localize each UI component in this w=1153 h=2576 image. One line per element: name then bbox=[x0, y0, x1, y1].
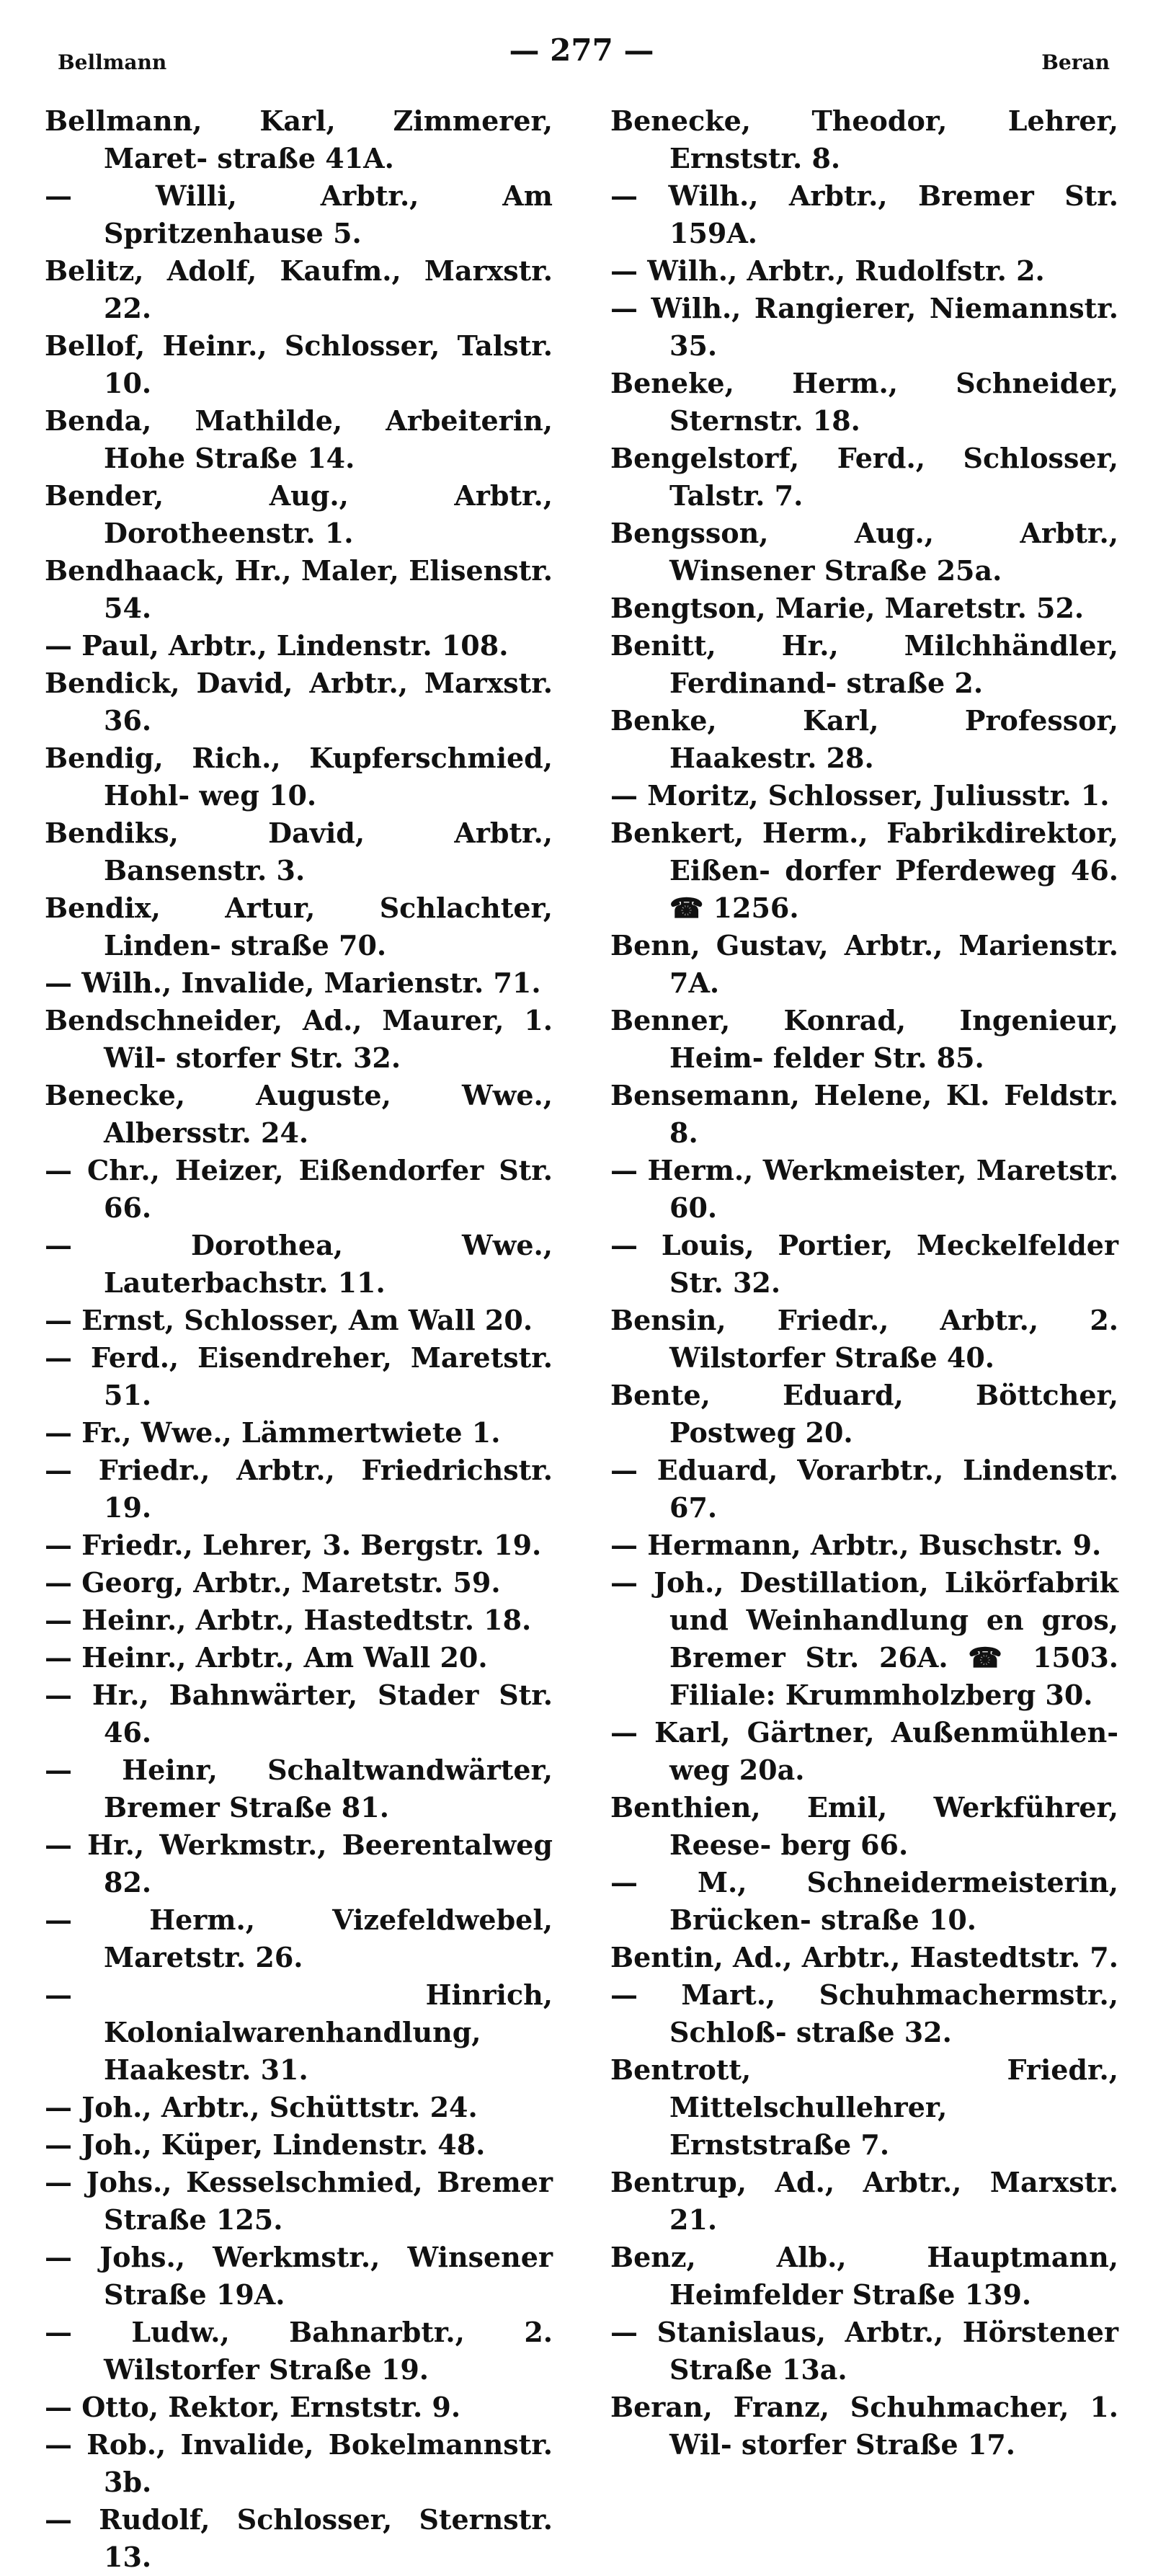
directory-entry: Bentrup, Ad., Arbtr., Marxstr. 21. bbox=[610, 2166, 1118, 2236]
directory-columns bbox=[45, 102, 1118, 2576]
directory-entry: — M., Schneidermeisterin, Brücken- straße 10. bbox=[610, 1866, 1118, 1936]
directory-entry: — Louis, Portier, Meckelfelder Str. 32. bbox=[610, 1229, 1118, 1299]
directory-entry: — Wilh., Rangierer, Niemannstr. 35. bbox=[610, 292, 1118, 362]
page-number: — 277 — bbox=[509, 32, 654, 68]
directory-entry: — Hr., Werkmstr., Beerentalweg 82. bbox=[45, 1829, 553, 1898]
directory-entry: Benthien, Emil, Werkführer, Reese- berg 66. bbox=[610, 1791, 1118, 1861]
directory-entry: Bendick, David, Arbtr., Marxstr. 36. bbox=[45, 667, 553, 737]
directory-entry: — Mart., Schuhmachermstr., Schloß- straße 32. bbox=[610, 1978, 1118, 2048]
directory-entry: Bellof, Heinr., Schlosser, Talstr. 10. bbox=[45, 329, 553, 399]
directory-entry: Bellmann, Karl, Zimmerer, Maret- straße 41A. bbox=[45, 105, 553, 174]
directory-entry: — Fr., Wwe., Lämmertwiete 1. bbox=[45, 1416, 501, 1449]
directory-entry: — Paul, Arbtr., Lindenstr. 108. bbox=[45, 629, 509, 662]
directory-entry: — Herm., Werkmeister, Maretstr. 60. bbox=[610, 1154, 1118, 1224]
directory-entry: Benner, Konrad, Ingenieur, Heim- felder Str. 85. bbox=[610, 1004, 1118, 1074]
directory-entry: — Wilh., Invalide, Marienstr. 71. bbox=[45, 967, 541, 999]
directory-entry: Bensin, Friedr., Arbtr., 2. Wilstorfer Straße 40. bbox=[610, 1304, 1118, 1374]
directory-entry: — Rudolf, Schlosser, Sternstr. 13. bbox=[45, 2503, 553, 2573]
left-running-head: Bellmann bbox=[58, 50, 167, 74]
directory-entry: — Eduard, Vorarbtr., Lindenstr. 67. bbox=[610, 1454, 1118, 1524]
directory-entry: Bentin, Ad., Arbtr., Hastedtstr. 7. bbox=[610, 1941, 1118, 1973]
directory-entry: — Ernst, Schlosser, Am Wall 20. bbox=[45, 1304, 533, 1336]
directory-entry: — Heinr., Arbtr., Hastedtstr. 18. bbox=[45, 1604, 532, 1636]
directory-entry: Bendschneider, Ad., Maurer, 1. Wil- storfer Str. 32. bbox=[45, 1004, 553, 1074]
page-header bbox=[45, 0, 1118, 85]
directory-entry: — Wilh., Arbtr., Bremer Str. 159A. bbox=[610, 179, 1118, 249]
directory-entry: Benz, Alb., Hauptmann, Heimfelder Straße 139. bbox=[610, 2241, 1118, 2311]
directory-entry: Beneke, Herm., Schneider, Sternstr. 18. bbox=[610, 367, 1118, 437]
directory-entry: Benda, Mathilde, Arbeiterin, Hohe Straße 14. bbox=[45, 404, 553, 474]
directory-entry: — Herm., Vizefeldwebel, Maretstr. 26. bbox=[45, 1904, 553, 1973]
directory-entry: Bengsson, Aug., Arbtr., Winsener Straße 25a. bbox=[610, 517, 1118, 587]
right-running-head: Beran bbox=[1041, 50, 1110, 74]
directory-entry: Benecke, Theodor, Lehrer, Ernststr. 8. bbox=[610, 105, 1118, 174]
directory-entry: Benecke, Auguste, Wwe., Albersstr. 24. bbox=[45, 1079, 553, 1149]
directory-entry: Bendix, Artur, Schlachter, Linden- straße 70. bbox=[45, 892, 553, 961]
directory-entry: — Hinrich, Kolonialwarenhandlung, Haakestr. 31. bbox=[45, 1978, 553, 2086]
directory-entry: — Hr., Bahnwärter, Stader Str. 46. bbox=[45, 1679, 553, 1749]
directory-entry: — Ludw., Bahnarbtr., 2. Wilstorfer Straße 19. bbox=[45, 2316, 553, 2386]
directory-entry: — Friedr., Arbtr., Friedrichstr. 19. bbox=[45, 1454, 553, 1524]
directory-entry: — Moritz, Schlosser, Juliusstr. 1. bbox=[610, 779, 1110, 812]
directory-entry: — Georg, Arbtr., Maretstr. 59. bbox=[45, 1566, 501, 1599]
directory-entry: Benkert, Herm., Fabrikdirektor, Eißen- dorfer Pferdeweg 46. ☎ 1256. bbox=[610, 817, 1118, 924]
directory-entry: — Stanislaus, Arbtr., Hörstener Straße 13a. bbox=[610, 2316, 1118, 2386]
directory-entry: Bensemann, Helene, Kl. Feldstr. 8. bbox=[610, 1079, 1118, 1149]
directory-entry: — Johs., Werkmstr., Winsener Straße 19A. bbox=[45, 2241, 553, 2311]
directory-entry: Beran, Franz, Schuhmacher, 1. Wil- storfer Straße 17. bbox=[610, 2391, 1118, 2461]
left-column bbox=[45, 102, 553, 2576]
directory-entry: Bente, Eduard, Böttcher, Postweg 20. bbox=[610, 1379, 1118, 1449]
directory-entry: — Karl, Gärtner, Außenmühlen- weg 20a. bbox=[610, 1716, 1118, 1786]
directory-entry: Benke, Karl, Professor, Haakestr. 28. bbox=[610, 704, 1118, 774]
directory-entry: — Chr., Heizer, Eißendorfer Str. 66. bbox=[45, 1154, 553, 1224]
directory-entry: Bendiks, David, Arbtr., Bansenstr. 3. bbox=[45, 817, 553, 887]
right-column bbox=[610, 102, 1118, 2576]
directory-entry: — Friedr., Lehrer, 3. Bergstr. 19. bbox=[45, 1529, 542, 1561]
directory-entry: Bendig, Rich., Kupferschmied, Hohl- weg 10. bbox=[45, 742, 553, 812]
directory-entry: Bendhaack, Hr., Maler, Elisenstr. 54. bbox=[45, 554, 553, 624]
directory-entry: — Willi, Arbtr., Am Spritzenhause 5. bbox=[45, 179, 553, 249]
directory-entry: — Joh., Arbtr., Schüttstr. 24. bbox=[45, 2091, 478, 2123]
directory-entry: Benn, Gustav, Arbtr., Marienstr. 7A. bbox=[610, 929, 1118, 999]
directory-entry: — Otto, Rektor, Ernststr. 9. bbox=[45, 2391, 461, 2423]
directory-entry: Bengelstorf, Ferd., Schlosser, Talstr. 7. bbox=[610, 442, 1118, 512]
directory-entry: Belitz, Adolf, Kaufm., Marxstr. 22. bbox=[45, 254, 553, 324]
directory-entry: Bengtson, Marie, Maretstr. 52. bbox=[610, 592, 1085, 624]
directory-entry: — Heinr., Arbtr., Am Wall 20. bbox=[45, 1641, 488, 1674]
directory-entry: — Wilh., Arbtr., Rudolfstr. 2. bbox=[610, 254, 1045, 287]
directory-entry: — Dorothea, Wwe., Lauterbachstr. 11. bbox=[45, 1229, 553, 1299]
directory-entry: — Rob., Invalide, Bokelmannstr. 3b. bbox=[45, 2428, 553, 2498]
directory-entry: Benitt, Hr., Milchhändler, Ferdinand- straße 2. bbox=[610, 629, 1118, 699]
directory-entry: Bender, Aug., Arbtr., Dorotheenstr. 1. bbox=[45, 479, 553, 549]
directory-entry: — Joh., Küper, Lindenstr. 48. bbox=[45, 2128, 486, 2161]
directory-entry: — Heinr, Schaltwandwärter, Bremer Straße 81. bbox=[45, 1754, 553, 1824]
directory-entry: — Johs., Kesselschmied, Bremer Straße 125. bbox=[45, 2166, 553, 2236]
directory-entry: — Joh., Destillation, Likörfabrik und Weinhandlung en gros, Bremer Str. 26A. ☎ 1503. Filiale: Krummholzberg 30. bbox=[610, 1566, 1118, 1711]
directory-entry: — Hermann, Arbtr., Buschstr. 9. bbox=[610, 1529, 1102, 1561]
directory-entry: Bentrott, Friedr., Mittelschullehrer, Ernststraße 7. bbox=[610, 2053, 1118, 2161]
directory-entry: — Ferd., Eisendreher, Maretstr. 51. bbox=[45, 1341, 553, 1411]
